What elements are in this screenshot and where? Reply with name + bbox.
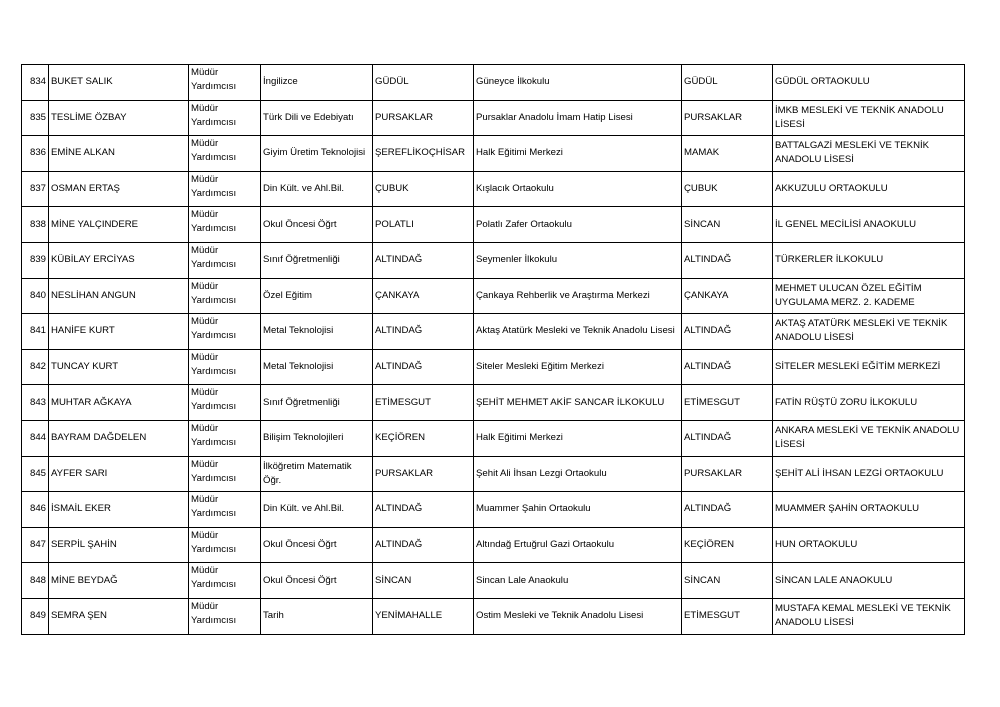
- table-row: [22, 242, 965, 278]
- table-row: [22, 207, 965, 243]
- cell-new-school: AKTAŞ ATATÜRK MESLEKİ VE TEKNİK ANADOLU LİSESİ: [773, 314, 965, 350]
- cell-new-school: MUAMMER ŞAHİN ORTAOKULU: [773, 492, 965, 528]
- cell-new-school: BATTALGAZİ MESLEKİ VE TEKNİK ANADOLU LİSESİ: [773, 136, 965, 172]
- document-page: [21, 64, 965, 635]
- table-row: [22, 563, 965, 599]
- cell-school: Altındağ Ertuğrul Gazi Ortaokulu: [474, 527, 682, 563]
- cell-row-number: 842: [22, 349, 49, 385]
- cell-district: ÇUBUK: [373, 171, 474, 207]
- cell-school: Halk Eğitimi Merkezi: [474, 420, 682, 456]
- cell-new-district: ALTINDAĞ: [682, 349, 773, 385]
- cell-name: SEMRA ŞEN: [49, 598, 189, 634]
- cell-school: Siteler Mesleki Eğitim Merkezi: [474, 349, 682, 385]
- cell-title: Müdür Yardımcısı: [189, 171, 261, 207]
- cell-name: TUNCAY KURT: [49, 349, 189, 385]
- cell-new-district: ETİMESGUT: [682, 598, 773, 634]
- cell-school: ŞEHİT MEHMET AKİF SANCAR İLKOKULU: [474, 385, 682, 421]
- cell-new-district: KEÇİÖREN: [682, 527, 773, 563]
- cell-title: Müdür Yardımcısı: [189, 527, 261, 563]
- cell-title: Müdür Yardımcısı: [189, 420, 261, 456]
- table-body: [22, 65, 965, 635]
- table-row: [22, 420, 965, 456]
- cell-school: Şehit Ali İhsan Lezgi Ortaokulu: [474, 456, 682, 492]
- table-row: [22, 278, 965, 314]
- cell-name: OSMAN ERTAŞ: [49, 171, 189, 207]
- cell-school: Halk Eğitimi Merkezi: [474, 136, 682, 172]
- cell-branch: Okul Öncesi Öğrt: [261, 527, 373, 563]
- cell-name: BAYRAM DAĞDELEN: [49, 420, 189, 456]
- cell-new-district: SİNCAN: [682, 207, 773, 243]
- cell-name: AYFER SARI: [49, 456, 189, 492]
- cell-school: Aktaş Atatürk Mesleki ve Teknik Anadolu Lisesi: [474, 314, 682, 350]
- cell-school: Çankaya Rehberlik ve Araştırma Merkezi: [474, 278, 682, 314]
- cell-title: Müdür Yardımcısı: [189, 492, 261, 528]
- table-row: [22, 349, 965, 385]
- cell-branch: Metal Teknolojisi: [261, 314, 373, 350]
- cell-school: Kışlacık Ortaokulu: [474, 171, 682, 207]
- cell-district: ÇANKAYA: [373, 278, 474, 314]
- cell-new-school: SİNCAN LALE ANAOKULU: [773, 563, 965, 599]
- cell-new-district: GÜDÜL: [682, 65, 773, 101]
- cell-name: TESLİME ÖZBAY: [49, 100, 189, 136]
- cell-branch: Tarih: [261, 598, 373, 634]
- cell-title: Müdür Yardımcısı: [189, 242, 261, 278]
- cell-row-number: 843: [22, 385, 49, 421]
- cell-school: Seymenler İlkokulu: [474, 242, 682, 278]
- cell-district: ALTINDAĞ: [373, 314, 474, 350]
- cell-new-school: İMKB MESLEKİ VE TEKNİK ANADOLU LİSESİ: [773, 100, 965, 136]
- cell-title: Müdür Yardımcısı: [189, 563, 261, 599]
- cell-name: SERPİL ŞAHİN: [49, 527, 189, 563]
- cell-row-number: 841: [22, 314, 49, 350]
- cell-new-district: ALTINDAĞ: [682, 242, 773, 278]
- table-row: [22, 456, 965, 492]
- table-row: [22, 314, 965, 350]
- cell-new-district: MAMAK: [682, 136, 773, 172]
- cell-title: Müdür Yardımcısı: [189, 100, 261, 136]
- cell-new-school: İL GENEL MECİLİSİ ANAOKULU: [773, 207, 965, 243]
- table-row: [22, 171, 965, 207]
- cell-new-school: HUN ORTAOKULU: [773, 527, 965, 563]
- cell-branch: Okul Öncesi Öğrt: [261, 563, 373, 599]
- cell-district: SİNCAN: [373, 563, 474, 599]
- cell-title: Müdür Yardımcısı: [189, 385, 261, 421]
- table-row: [22, 527, 965, 563]
- cell-new-school: TÜRKERLER İLKOKULU: [773, 242, 965, 278]
- cell-branch: Bilişim Teknolojileri: [261, 420, 373, 456]
- cell-title: Müdür Yardımcısı: [189, 278, 261, 314]
- cell-row-number: 847: [22, 527, 49, 563]
- cell-title: Müdür Yardımcısı: [189, 65, 261, 101]
- cell-branch: Okul Öncesi Öğrt: [261, 207, 373, 243]
- cell-name: EMİNE ALKAN: [49, 136, 189, 172]
- cell-name: HANİFE KURT: [49, 314, 189, 350]
- cell-new-school: MEHMET ULUCAN ÖZEL EĞİTİM UYGULAMA MERZ. 2. KADEME: [773, 278, 965, 314]
- cell-district: ETİMESGUT: [373, 385, 474, 421]
- cell-name: MİNE YALÇINDERE: [49, 207, 189, 243]
- cell-branch: Özel Eğitim: [261, 278, 373, 314]
- cell-district: ALTINDAĞ: [373, 349, 474, 385]
- cell-school: Sincan Lale Anaokulu: [474, 563, 682, 599]
- cell-branch: Din Kült. ve Ahl.Bil.: [261, 492, 373, 528]
- cell-title: Müdür Yardımcısı: [189, 207, 261, 243]
- table-row: [22, 65, 965, 101]
- cell-row-number: 837: [22, 171, 49, 207]
- cell-school: Güneyce İlkokulu: [474, 65, 682, 101]
- table-row: [22, 492, 965, 528]
- cell-new-district: SİNCAN: [682, 563, 773, 599]
- cell-district: ŞEREFLİKOÇHİSAR: [373, 136, 474, 172]
- cell-row-number: 835: [22, 100, 49, 136]
- cell-row-number: 845: [22, 456, 49, 492]
- cell-new-district: ÇANKAYA: [682, 278, 773, 314]
- cell-title: Müdür Yardımcısı: [189, 456, 261, 492]
- cell-name: MİNE BEYDAĞ: [49, 563, 189, 599]
- cell-new-district: ALTINDAĞ: [682, 420, 773, 456]
- cell-name: KÜBİLAY ERCİYAS: [49, 242, 189, 278]
- cell-row-number: 844: [22, 420, 49, 456]
- cell-branch: Giyim Üretim Teknolojisi: [261, 136, 373, 172]
- cell-name: NESLİHAN ANGUN: [49, 278, 189, 314]
- cell-row-number: 839: [22, 242, 49, 278]
- cell-new-district: ALTINDAĞ: [682, 314, 773, 350]
- cell-new-school: MUSTAFA KEMAL MESLEKİ VE TEKNİK ANADOLU LİSESİ: [773, 598, 965, 634]
- cell-title: Müdür Yardımcısı: [189, 349, 261, 385]
- cell-school: Pursaklar Anadolu İmam Hatip Lisesi: [474, 100, 682, 136]
- cell-school: Ostim Mesleki ve Teknik Anadolu Lisesi: [474, 598, 682, 634]
- cell-title: Müdür Yardımcısı: [189, 314, 261, 350]
- cell-branch: Metal Teknolojisi: [261, 349, 373, 385]
- cell-branch: Sınıf Öğretmenliği: [261, 385, 373, 421]
- cell-row-number: 836: [22, 136, 49, 172]
- cell-row-number: 834: [22, 65, 49, 101]
- cell-branch: Türk Dili ve Edebiyatı: [261, 100, 373, 136]
- cell-district: PURSAKLAR: [373, 456, 474, 492]
- table-row: [22, 385, 965, 421]
- cell-name: MUHTAR AĞKAYA: [49, 385, 189, 421]
- cell-row-number: 848: [22, 563, 49, 599]
- cell-district: ALTINDAĞ: [373, 527, 474, 563]
- cell-school: Muammer Şahin Ortaokulu: [474, 492, 682, 528]
- table-row: [22, 136, 965, 172]
- cell-district: PURSAKLAR: [373, 100, 474, 136]
- cell-new-school: GÜDÜL ORTAOKULU: [773, 65, 965, 101]
- cell-branch: İlköğretim Matematik Öğr.: [261, 456, 373, 492]
- cell-new-school: AKKUZULU ORTAOKULU: [773, 171, 965, 207]
- assignment-table: [21, 64, 965, 635]
- cell-new-district: PURSAKLAR: [682, 100, 773, 136]
- cell-new-school: ANKARA MESLEKİ VE TEKNİK ANADOLU LİSESİ: [773, 420, 965, 456]
- cell-branch: İngilizce: [261, 65, 373, 101]
- cell-district: POLATLI: [373, 207, 474, 243]
- cell-name: BUKET SALIK: [49, 65, 189, 101]
- cell-title: Müdür Yardımcısı: [189, 598, 261, 634]
- cell-row-number: 840: [22, 278, 49, 314]
- cell-branch: Din Kült. ve Ahl.Bil.: [261, 171, 373, 207]
- cell-district: GÜDÜL: [373, 65, 474, 101]
- cell-row-number: 849: [22, 598, 49, 634]
- table-row: [22, 598, 965, 634]
- cell-new-district: ALTINDAĞ: [682, 492, 773, 528]
- cell-district: YENİMAHALLE: [373, 598, 474, 634]
- cell-district: ALTINDAĞ: [373, 242, 474, 278]
- cell-name: İSMAİL EKER: [49, 492, 189, 528]
- cell-row-number: 838: [22, 207, 49, 243]
- table-row: [22, 100, 965, 136]
- cell-district: KEÇİÖREN: [373, 420, 474, 456]
- cell-new-school: ŞEHİT ALİ İHSAN LEZGİ ORTAOKULU: [773, 456, 965, 492]
- cell-district: ALTINDAĞ: [373, 492, 474, 528]
- cell-new-district: PURSAKLAR: [682, 456, 773, 492]
- cell-new-district: ETİMESGUT: [682, 385, 773, 421]
- cell-row-number: 846: [22, 492, 49, 528]
- cell-title: Müdür Yardımcısı: [189, 136, 261, 172]
- cell-school: Polatlı Zafer Ortaokulu: [474, 207, 682, 243]
- cell-new-school: FATİN RÜŞTÜ ZORU İLKOKULU: [773, 385, 965, 421]
- cell-new-district: ÇUBUK: [682, 171, 773, 207]
- cell-branch: Sınıf Öğretmenliği: [261, 242, 373, 278]
- cell-new-school: SİTELER MESLEKİ EĞİTİM MERKEZİ: [773, 349, 965, 385]
